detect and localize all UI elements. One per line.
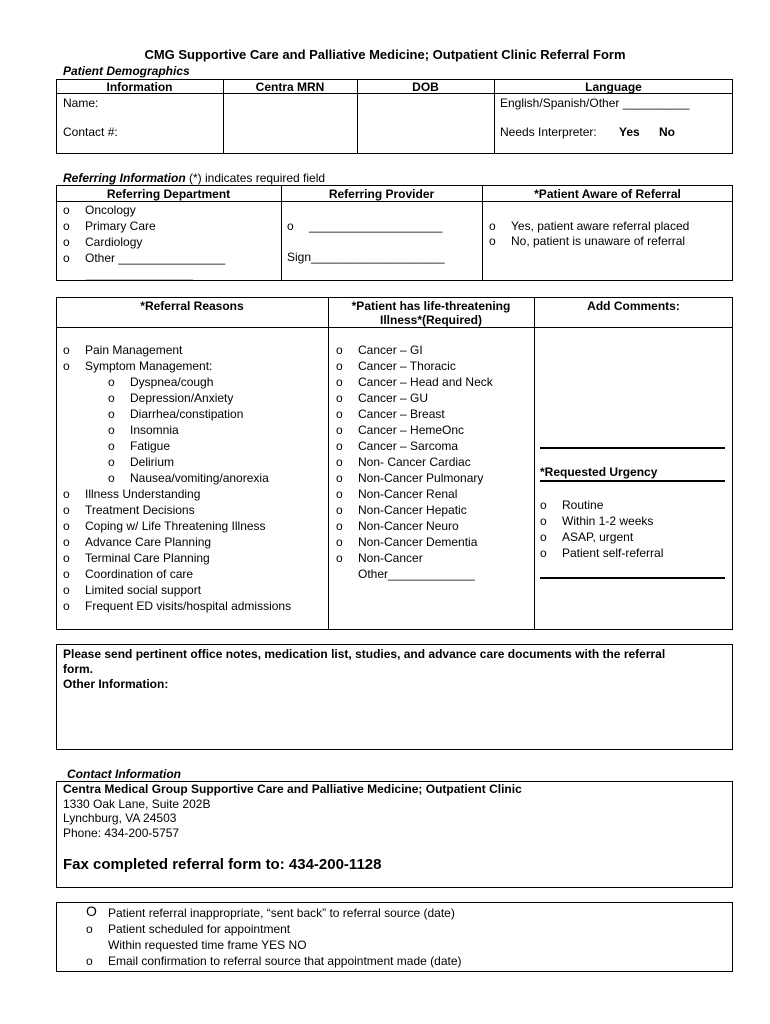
illness-other-line[interactable]: Other_____________ <box>358 567 475 581</box>
reason-terminal-care-planning[interactable]: o Terminal Care Planning <box>63 551 210 565</box>
contact-org-name: Centra Medical Group Supportive Care and Palliative Medicine; Outpatient Clinic <box>63 782 522 796</box>
other-information-label: Other Information: <box>63 677 169 691</box>
department-option-other[interactable]: o Other ________________ <box>63 251 226 265</box>
interpreter-yes[interactable]: Yes <box>619 125 640 139</box>
reason-nausea[interactable]: o Nausea/vomiting/anorexia <box>108 471 269 485</box>
contact-address-2: Lynchburg, VA 24503 <box>63 811 177 825</box>
contact-section-label: Contact Information <box>67 767 181 781</box>
urgency-self-referral[interactable]: o Patient self-referral <box>540 546 664 560</box>
department-option-oncology[interactable]: o Oncology <box>63 203 136 217</box>
department-other-extra-line: ________________ <box>86 267 193 281</box>
reason-delirium[interactable]: o Delirium <box>108 455 175 469</box>
reason-fatigue[interactable]: o Fatigue <box>108 439 171 453</box>
urgency-routine[interactable]: o Routine <box>540 498 604 512</box>
language-line: English/Spanish/Other __________ <box>500 96 690 110</box>
reason-advance-care-planning[interactable]: o Advance Care Planning <box>63 535 212 549</box>
interpreter-no[interactable]: No <box>659 125 675 139</box>
demographics-header-language: Language <box>585 80 642 94</box>
header-add-comments: Add Comments: <box>587 299 680 313</box>
office-bullet-sent-back[interactable]: O <box>86 903 97 919</box>
reason-insomnia[interactable]: o Insomnia <box>108 423 179 437</box>
demographics-header-mrn: Centra MRN <box>255 80 325 94</box>
department-option-primary-care[interactable]: o Primary Care <box>63 219 156 233</box>
reason-dyspnea[interactable]: o Dyspnea/cough <box>108 375 214 389</box>
requested-urgency-label: *Requested Urgency <box>540 465 658 479</box>
interpreter-label: Needs Interpreter: <box>500 125 597 139</box>
illness-noncancer-neuro[interactable]: o Non-Cancer Neuro <box>336 519 459 533</box>
reason-diarrhea[interactable]: o Diarrhea/constipation <box>108 407 244 421</box>
notes-instructions-line2: form. <box>63 662 93 676</box>
urgency-asap[interactable]: o ASAP, urgent <box>540 530 634 544</box>
referring-section-label: Referring Information <box>63 171 186 185</box>
fax-instructions: Fax completed referral form to: 434-200-1128 <box>63 856 382 873</box>
contact-number-label: Contact #: <box>63 125 118 139</box>
reason-coping[interactable]: o Coping w/ Life Threatening Illness <box>63 519 266 533</box>
illness-cancer-head-neck[interactable]: o Cancer – Head and Neck <box>336 375 493 389</box>
reason-symptom-management[interactable]: o Symptom Management: <box>63 359 213 373</box>
illness-cancer-thoracic[interactable]: o Cancer – Thoracic <box>336 359 456 373</box>
department-option-cardiology[interactable]: o Cardiology <box>63 235 143 249</box>
office-bullet-email[interactable]: o <box>86 954 93 968</box>
header-referral-reasons: *Referral Reasons <box>140 299 244 313</box>
urgency-1-2-weeks[interactable]: o Within 1-2 weeks <box>540 514 654 528</box>
reason-depression[interactable]: o Depression/Anxiety <box>108 391 234 405</box>
illness-cancer-gi[interactable]: o Cancer – GI <box>336 343 423 357</box>
referring-header-provider: Referring Provider <box>328 187 435 201</box>
illness-noncancer-renal[interactable]: o Non-Cancer Renal <box>336 487 458 501</box>
provider-option[interactable]: o ____________________ <box>287 219 443 233</box>
notes-instructions-line1: Please send pertinent office notes, medication list, studies, and advance care documents with the referral <box>63 647 666 661</box>
aware-option-yes[interactable]: o Yes, patient aware referral placed <box>489 219 690 233</box>
urgency-underline <box>540 480 725 482</box>
contact-address-1: 1330 Oak Lane, Suite 202B <box>63 797 211 811</box>
form-title: CMG Supportive Care and Palliative Medicine; Outpatient Clinic Referral Form <box>144 47 626 62</box>
referring-header-department: Referring Department <box>106 187 231 201</box>
illness-cancer-sarcoma[interactable]: o Cancer – Sarcoma <box>336 439 459 453</box>
office-item-email: Email confirmation to referral source that appointment made (date) <box>108 954 462 968</box>
office-item-time-frame[interactable]: Within requested time frame YES NO <box>108 938 307 952</box>
referring-header-aware: *Patient Aware of Referral <box>534 187 681 201</box>
required-field-note: (*) indicates required field <box>185 171 326 185</box>
office-item-scheduled: Patient scheduled for appointment <box>108 922 291 936</box>
illness-cancer-gu[interactable]: o Cancer – GU <box>336 391 429 405</box>
reason-limited-social-support[interactable]: o Limited social support <box>63 583 202 597</box>
illness-cancer-breast[interactable]: o Cancer – Breast <box>336 407 445 421</box>
reason-pain-management[interactable]: o Pain Management <box>63 343 183 357</box>
urgency-bottom-line <box>540 577 725 579</box>
reason-illness-understanding[interactable]: o Illness Understanding <box>63 487 201 501</box>
reason-frequent-ed-visits[interactable]: o Frequent ED visits/hospital admissions <box>63 599 292 613</box>
name-label: Name: <box>63 96 99 110</box>
reason-treatment-decisions[interactable]: o Treatment Decisions <box>63 503 195 517</box>
demographics-section-label: Patient Demographics <box>63 64 190 78</box>
illness-noncancer-hepatic[interactable]: o Non-Cancer Hepatic <box>336 503 467 517</box>
office-item-sent-back: Patient referral inappropriate, “sent back” to referral source (date) <box>108 906 455 920</box>
header-life-threatening-1: *Patient has life-threatening <box>351 299 511 313</box>
aware-option-no[interactable]: o No, patient is unaware of referral <box>489 234 686 248</box>
reason-coordination-of-care[interactable]: o Coordination of care <box>63 567 194 581</box>
illness-noncancer-dementia[interactable]: o Non-Cancer Dementia <box>336 535 478 549</box>
comments-line <box>540 447 725 449</box>
illness-noncancer-other[interactable]: o Non-Cancer <box>336 551 423 565</box>
illness-noncancer-pulmonary[interactable]: o Non-Cancer Pulmonary <box>336 471 484 485</box>
contact-phone: Phone: 434-200-5757 <box>63 826 180 840</box>
header-life-threatening-2: Illness*(Required) <box>379 313 483 327</box>
referring-section-header <box>63 171 325 185</box>
illness-noncancer-cardiac[interactable]: o Non- Cancer Cardiac <box>336 455 471 469</box>
demographics-header-dob: DOB <box>412 80 439 94</box>
illness-cancer-hemeonc[interactable]: o Cancer – HemeOnc <box>336 423 465 437</box>
provider-sign-line[interactable]: Sign____________________ <box>287 250 445 264</box>
demographics-header-information: Information <box>106 80 173 94</box>
office-bullet-scheduled[interactable]: o <box>86 922 93 936</box>
